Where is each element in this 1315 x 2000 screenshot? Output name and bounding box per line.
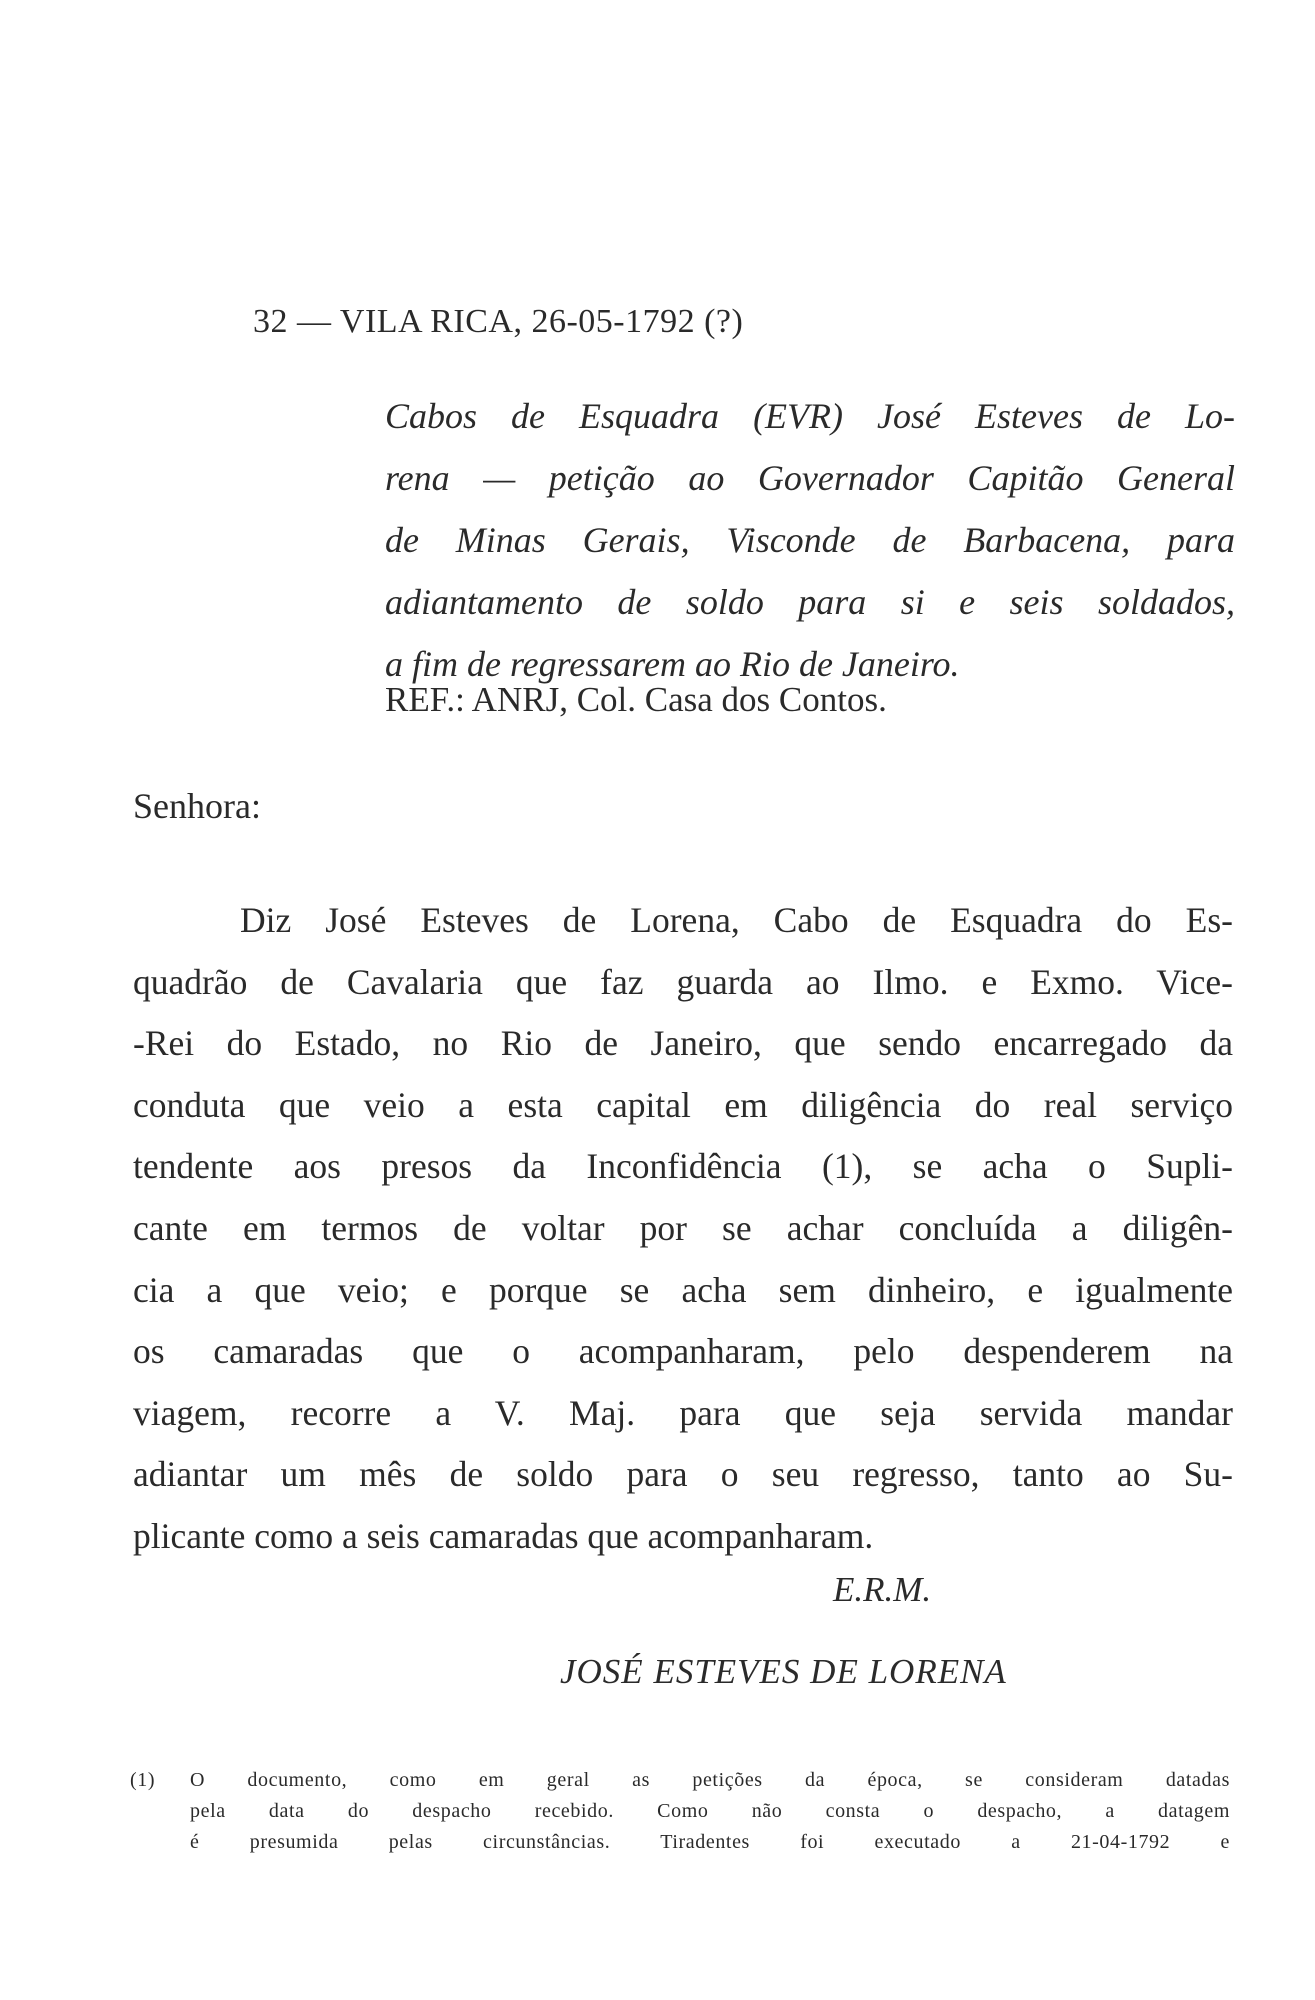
- summary-line: a fim de regressarem ao Rio de Janeiro.: [385, 644, 960, 684]
- body-line: os camaradas que o acompanharam, pelo despenderem na: [133, 1331, 1233, 1372]
- body-line: viagem, recorre a V. Maj. para que seja servida mandar: [133, 1392, 1233, 1433]
- body-line: Diz José Esteves de Lorena, Cabo de Esquadra do Es-: [240, 900, 1233, 940]
- footnote-text: [190, 1765, 1230, 1858]
- summary-line: Cabos de Esquadra (EVR) José Esteves de Lo-: [385, 396, 1235, 436]
- salutation: Senhora:: [133, 786, 261, 826]
- body-line: tendente aos presos da Inconfidência (1), se acha o Supli-: [133, 1146, 1233, 1187]
- footnote: [130, 1765, 1230, 1858]
- body-line: conduta que veio a esta capital em diligência do real serviço: [133, 1084, 1233, 1125]
- body-line: quadrão de Cavalaria que faz guarda ao Ilmo. e Exmo. Vice-: [133, 961, 1233, 1002]
- archive-reference: REF.: ANRJ, Col. Casa dos Contos.: [385, 680, 887, 719]
- summary-line: adiantamento de soldo para si e seis soldados,: [385, 582, 1235, 622]
- summary-line: de Minas Gerais, Visconde de Barbacena, para: [385, 520, 1235, 560]
- signature-name: JOSÉ ESTEVES DE LORENA: [560, 1652, 1007, 1691]
- footnote-line: O documento, como em geral as petições da época, se consideram datadas: [190, 1769, 1230, 1791]
- body-line: plicante como a seis camaradas que acompanharam.: [133, 1515, 874, 1556]
- document-summary: [385, 385, 1235, 695]
- body-line: adiantar um mês de soldo para o seu regresso, tanto ao Su-: [133, 1454, 1233, 1495]
- body-line: cia a que veio; e porque se acha sem dinheiro, e igualmente: [133, 1269, 1233, 1310]
- footnote-line: é presumida pelas circunstâncias. Tiradentes foi executado a 21-04-1792 e: [190, 1831, 1230, 1853]
- closing-formula: E.R.M.: [833, 1570, 932, 1609]
- petition-body: [133, 890, 1233, 1568]
- document-heading: 32 — VILA RICA, 26-05-1792 (?): [253, 303, 744, 340]
- footnote-marker: (1): [130, 1769, 156, 1791]
- body-line: cante em termos de voltar por se achar concluída a diligên-: [133, 1207, 1233, 1248]
- summary-line: rena — petição ao Governador Capitão General: [385, 458, 1235, 498]
- footnote-line: pela data do despacho recebido. Como não consta o despacho, a datagem: [190, 1800, 1230, 1822]
- body-line: -Rei do Estado, no Rio de Janeiro, que sendo encarregado da: [133, 1023, 1233, 1064]
